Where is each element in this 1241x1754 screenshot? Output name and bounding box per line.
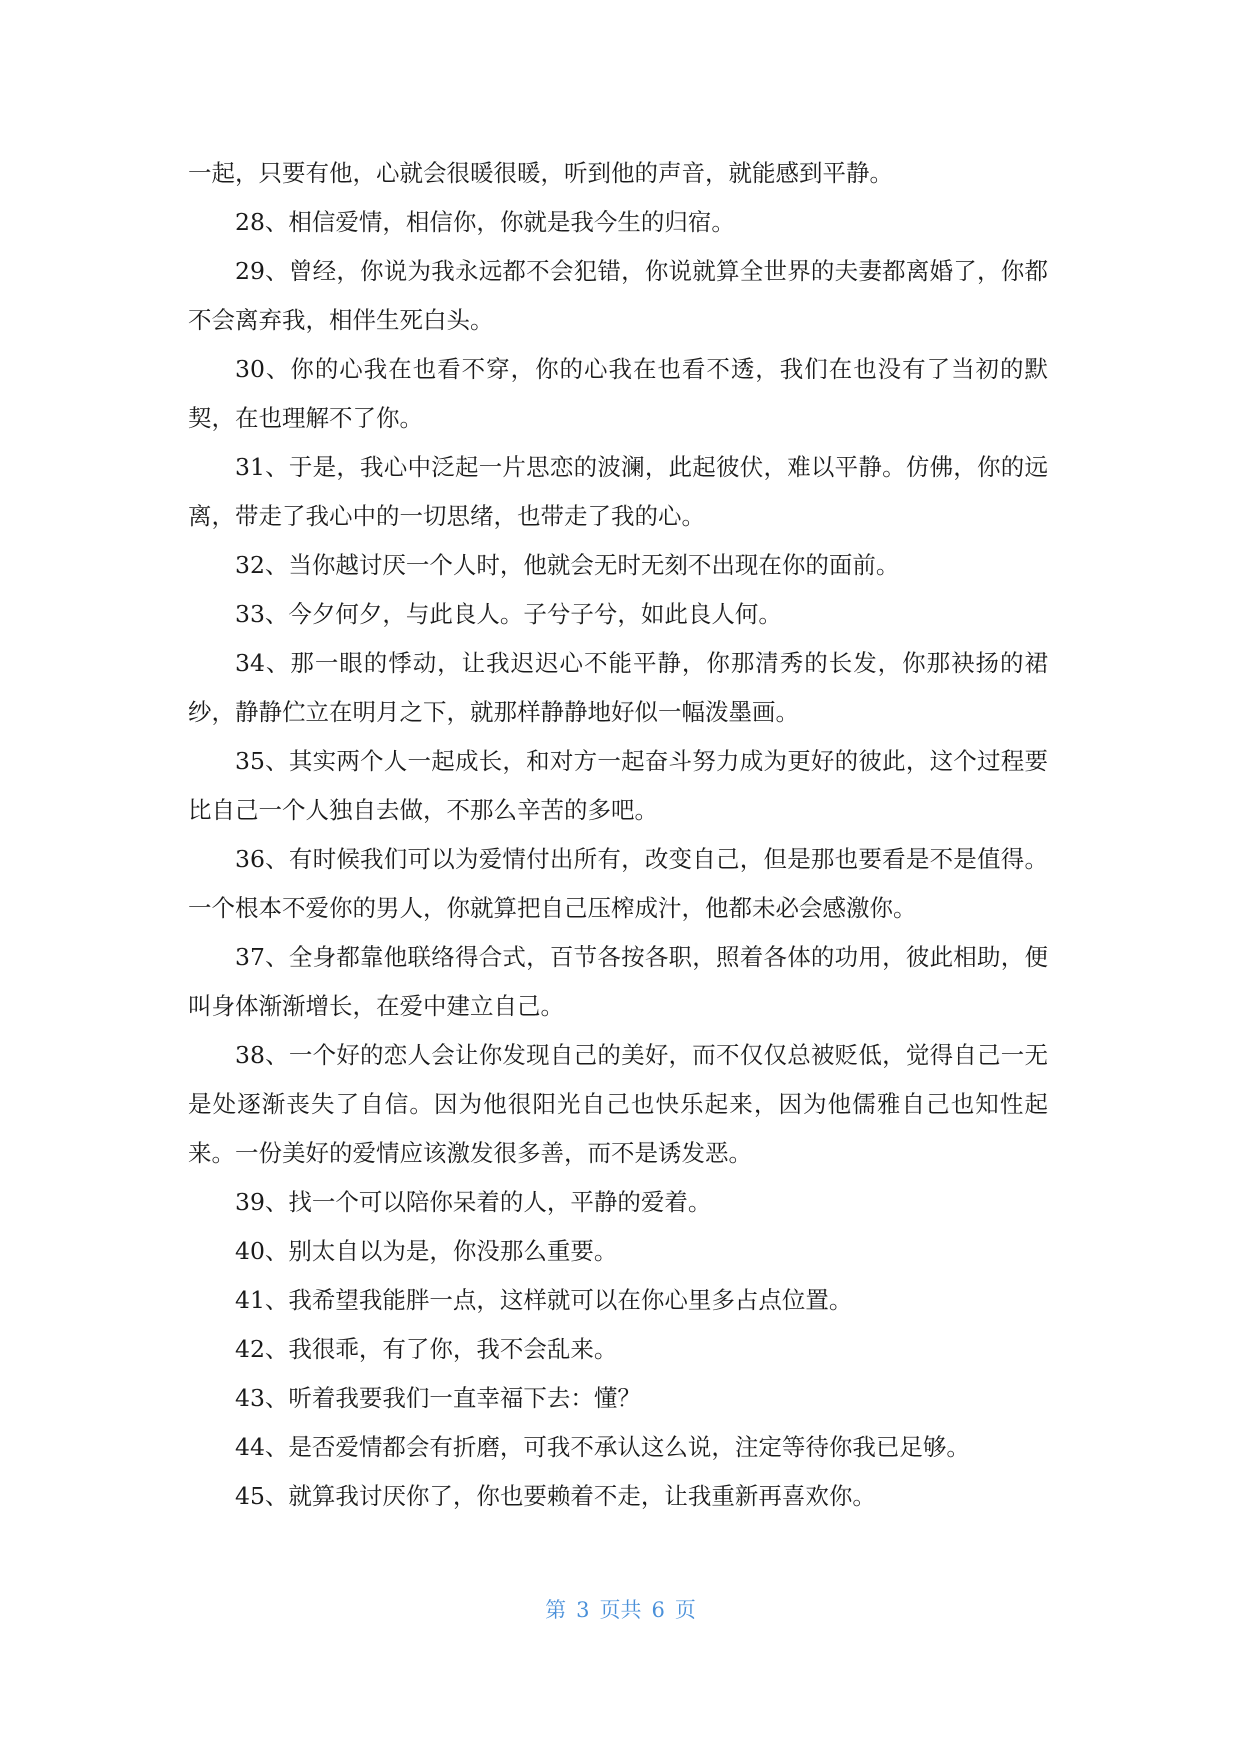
paragraph-continued: 一起，只要有他，心就会很暖很暖，听到他的声音，就能感到平静。 — [188, 159, 893, 187]
paragraph-32: 32、当你越讨厌一个人时，他就会无时无刻不出现在你的面前。 — [235, 551, 900, 579]
footer-prefix: 第 — [545, 1598, 567, 1622]
paragraph-39: 39、找一个可以陪你呆着的人，平静的爱着。 — [235, 1188, 712, 1216]
paragraph-29: 29、曾经，你说为我永远都不会犯错，你说就算全世界的夫妻都离婚了，你都不会离弃我，相伴生死白头。 — [188, 257, 1048, 334]
paragraph-38: 38、一个好的恋人会让你发现自己的美好，而不仅仅总被贬低，觉得自己一无是处逐渐丧失了自信。因为他很阳光自己也快乐起来，因为他儒雅自己也知性起来。一份美好的爱情应该激发很多善，而不是诱发恶。 — [188, 1041, 1048, 1167]
paragraph-35: 35、其实两个人一起成长，和对方一起奋斗努力成为更好的彼此，这个过程要比自己一个人独自去做，不那么辛苦的多吧。 — [188, 747, 1048, 824]
paragraph-42: 42、我很乖，有了你，我不会乱来。 — [235, 1335, 618, 1363]
paragraph-45: 45、就算我讨厌你了，你也要赖着不走，让我重新再喜欢你。 — [235, 1482, 876, 1510]
footer-middle: 页共 — [599, 1598, 642, 1622]
paragraph-28: 28、相信爱情，相信你，你就是我今生的归宿。 — [235, 208, 735, 236]
paragraph-33: 33、今夕何夕，与此良人。子兮子兮，如此良人何。 — [235, 600, 782, 628]
page-footer — [0, 1596, 1241, 1624]
paragraph-40: 40、别太自以为是，你没那么重要。 — [235, 1237, 618, 1265]
paragraph-30: 30、你的心我在也看不穿，你的心我在也看不透，我们在也没有了当初的默契，在也理解不了你。 — [188, 355, 1048, 432]
footer-current-page: 3 — [576, 1598, 590, 1622]
paragraph-41: 41、我希望我能胖一点，这样就可以在你心里多占点位置。 — [235, 1286, 853, 1314]
paragraph-34: 34、那一眼的悸动，让我迟迟心不能平静，你那清秀的长发，你那袂扬的裙纱，静静伫立在明月之下，就那样静静地好似一幅泼墨画。 — [188, 649, 1048, 726]
paragraph-43: 43、听着我要我们一直幸福下去：懂？ — [235, 1384, 641, 1412]
paragraph-44: 44、是否爱情都会有折磨，可我不承认这么说，注定等待你我已足够。 — [235, 1433, 970, 1461]
document-body — [188, 149, 1048, 1521]
footer-suffix: 页 — [674, 1598, 696, 1622]
paragraph-37: 37、全身都靠他联络得合式，百节各按各职，照着各体的功用，彼此相助，便叫身体渐渐增长，在爱中建立自己。 — [188, 943, 1048, 1020]
paragraph-36: 36、有时候我们可以为爱情付出所有，改变自己，但是那也要看是不是值得。一个根本不爱你的男人，你就算把自己压榨成汁，他都未必会感激你。 — [188, 845, 1048, 922]
paragraph-31: 31、于是，我心中泛起一片思恋的波澜，此起彼伏，难以平静。仿佛，你的远离，带走了我心中的一切思绪，也带走了我的心。 — [188, 453, 1048, 530]
footer-total-pages: 6 — [651, 1598, 665, 1622]
